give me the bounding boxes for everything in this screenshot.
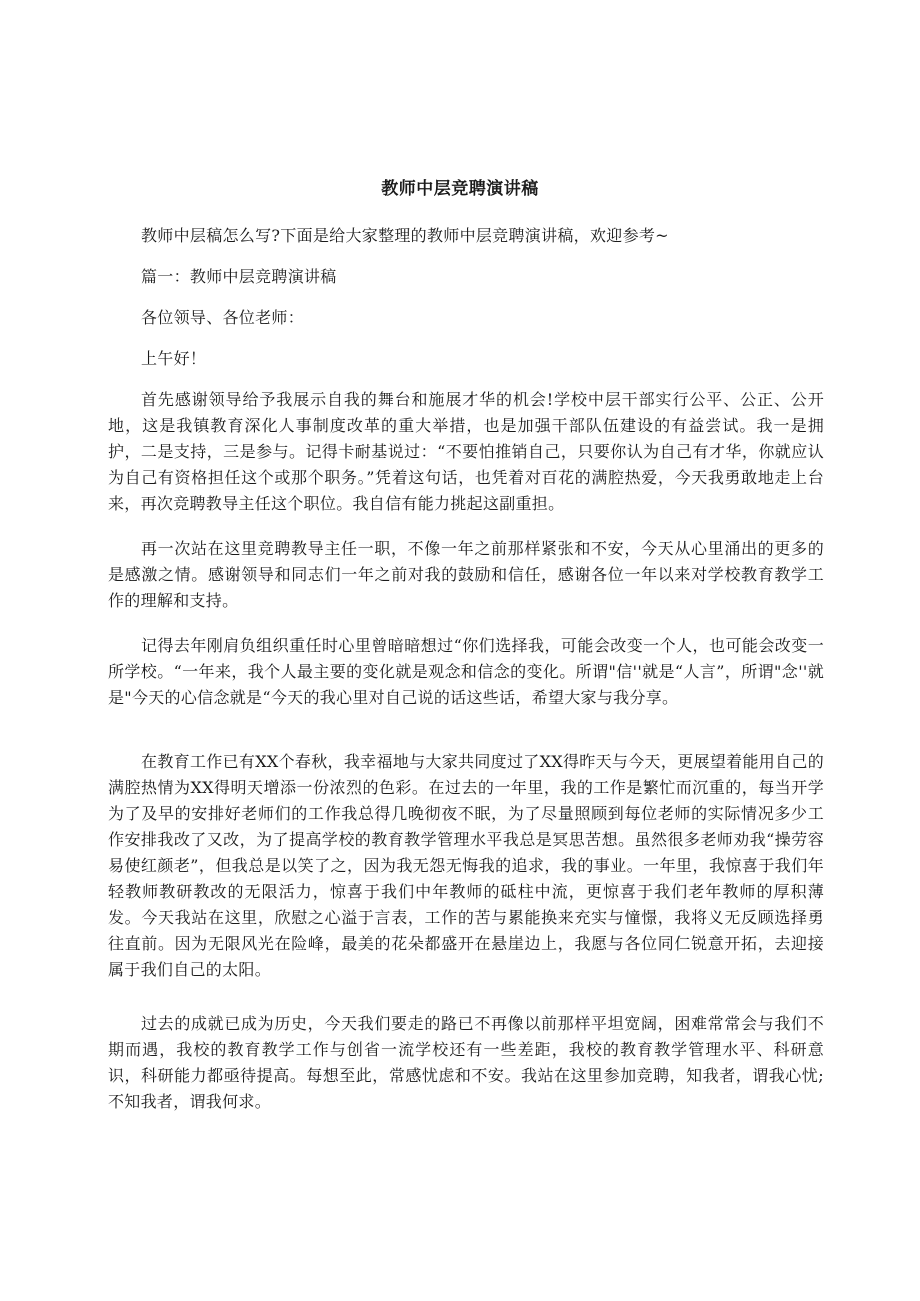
salutation: 各位领导、各位老师： xyxy=(141,308,305,327)
intro-paragraph: 教师中层稿怎么写?下面是给大家整理的教师中层竞聘演讲稿，欢迎参考~ xyxy=(141,226,669,245)
body-paragraph-5: 过去的成就已成为历史，今天我们要走的路已不再像以前那样平坦宽阔，困难常常会与我们不期而遇，我校的教育教学工作与创省一流学校还有一些差距，我校的教育教学管理水平、科研意识，科研能力都亟待提高。每想至此，常感忧虑和不安。我站在这里参加竞聘，知我者，谓我心忧;不知我者，谓我何求。 xyxy=(108,1014,824,1111)
section-heading: 篇一：教师中层竞聘演讲稿 xyxy=(141,267,337,286)
document-title: 教师中层竞聘演讲稿 xyxy=(381,179,539,199)
body-paragraph-3: 记得去年刚肩负组织重任时心里曾暗暗想过“你们选择我，可能会改变一个人，也可能会改变一所学校。“一年来，我个人最主要的变化就是观念和信念的变化。所谓"信''就是“人言”，所谓"念''就是"今天的心信念就是“今天的我心里对自己说的话这些话，希望大家与我分享。 xyxy=(108,636,824,707)
body-paragraph-4: 在教育工作已有XX个春秋，我幸福地与大家共同度过了XX得昨天与今天，更展望着能用自己的满腔热情为XX得明天增添一份浓烈的色彩。在过去的一年里，我的工作是繁忙而沉重的，每当开学为了及早的安排好老师们的工作我总得几晚彻夜不眠，为了尽量照顾到每位老师的实际情况多少工作安排我改了又改，为了提高学校的教育教学管理水平我总是冥思苦想。虽然很多老师劝我“操劳容易使红颜老”，但我总是以笑了之，因为我无怨无悔我的追求，我的事业。一年里，我惊喜于我们年轻教师教研教改的无限活力，惊喜于我们中年教师的砥柱中流，更惊喜于我们老年教师的厚积薄发。今天我站在这里，欣慰之心溢于言表，工作的苦与累能换来充实与憧憬，我将义无反顾选择勇往直前。因为无限风光在险峰，最美的花朵都盛开在悬崖边上，我愿与各位同仁锐意开拓，去迎接属于我们自己的太阳。 xyxy=(108,752,824,979)
greeting: 上午好！ xyxy=(141,349,207,368)
body-paragraph-2: 再一次站在这里竞聘教导主任一职，不像一年之前那样紧张和不安，今天从心里涌出的更多的是感激之情。感谢领导和同志们一年之前对我的鼓励和信任，感谢各位一年以来对学校教育教学工作的理解和支持。 xyxy=(108,539,824,610)
body-paragraph-1: 首先感谢领导给予我展示自我的舞台和施展才华的机会!学校中层干部实行公平、公正、公开地，这是我镇教育深化人事制度改革的重大举措，也是加强干部队伍建设的有益尝试。我一是拥护，二是支持，三是参与。记得卡耐基说过：“不要怕推销自己，只要你认为自己有才华，你就应认为自己有资格担任这个或那个职务。”凭着这句话，也凭着对百花的满腔热爱，今天我勇敢地走上台来，再次竞聘教导主任这个职位。我自信有能力挑起这副重担。 xyxy=(108,390,824,513)
